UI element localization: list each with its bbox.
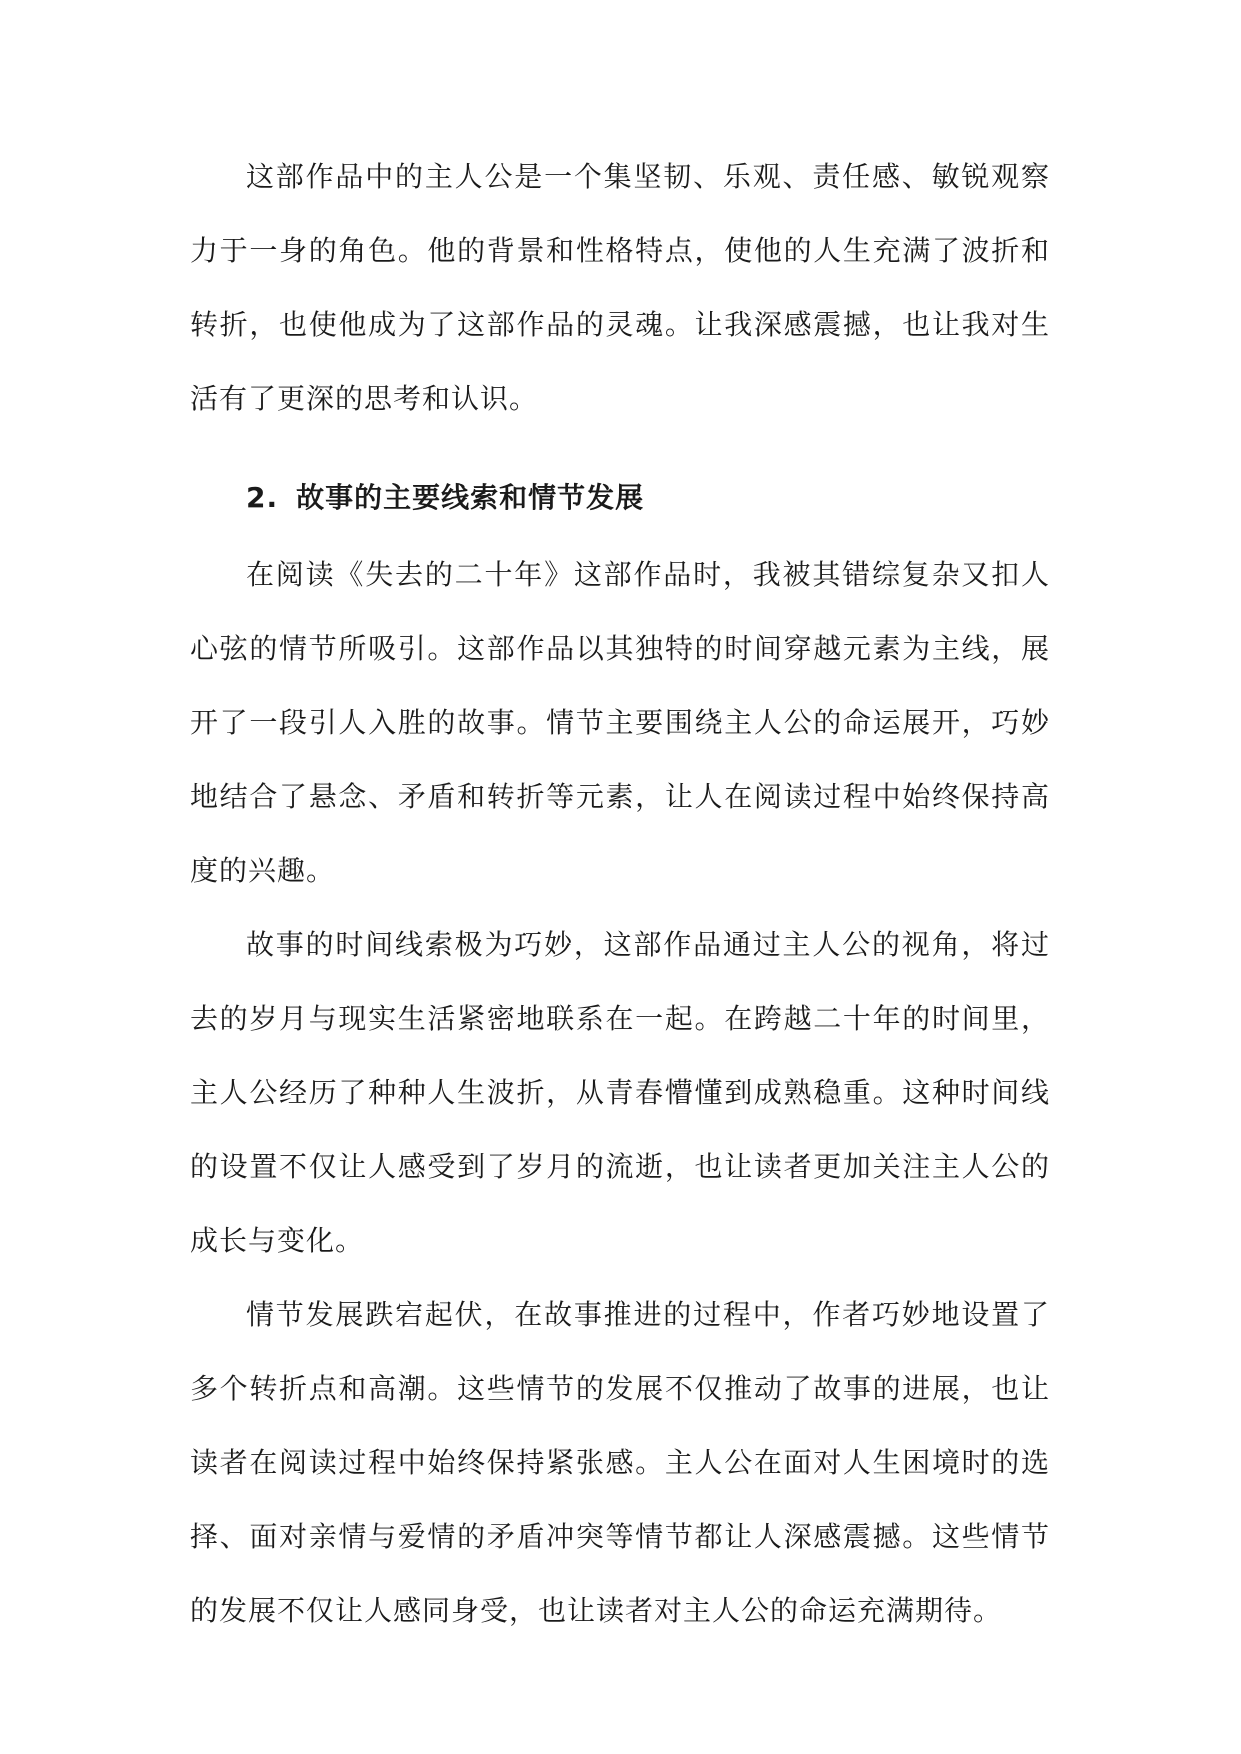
paragraph-3: 情节发展跌宕起伏，在故事推进的过程中，作者巧妙地设置了多个转折点和高潮。这些情节的发展不仅推动了故事的进展，也让读者在阅读过程中始终保持紧张感。主人公在面对人生困境时的选择、面对亲情与爱情的矛盾冲突等情节都让人深感震撼。这些情节的发展不仅让人感同身受，也让读者对主人公的命运充满期待。 xyxy=(190,1298,1050,1627)
paragraph-1: 在阅读《失去的二十年》这部作品时，我被其错综复杂又扣人心弦的情节所吸引。这部作品以其独特的时间穿越元素为主线，展开了一段引人入胜的故事。情节主要围绕主人公的命运展开，巧妙地结合了悬念、矛盾和转折等元素，让人在阅读过程中始终保持高度的兴趣。 xyxy=(190,558,1050,887)
section-heading xyxy=(190,458,1050,538)
section-title: 故事的主要线索和情节发展 xyxy=(296,481,645,514)
document-body xyxy=(190,140,1050,1648)
paragraph-2: 故事的时间线索极为巧妙，这部作品通过主人公的视角，将过去的岁月与现实生活紧密地联系在一起。在跨越二十年的时间里，主人公经历了种种人生波折，从青春懵懂到成熟稳重。这种时间线的设置不仅让人感受到了岁月的流逝，也让读者更加关注主人公的成长与变化。 xyxy=(190,928,1050,1257)
paragraph-intro: 这部作品中的主人公是一个集坚韧、乐观、责任感、敏锐观察力于一身的角色。他的背景和性格特点，使他的人生充满了波折和转折，也使他成为了这部作品的灵魂。让我深感震撼，也让我对生活有了更深的思考和认识。 xyxy=(190,160,1050,415)
section-number: 2. xyxy=(246,481,279,514)
